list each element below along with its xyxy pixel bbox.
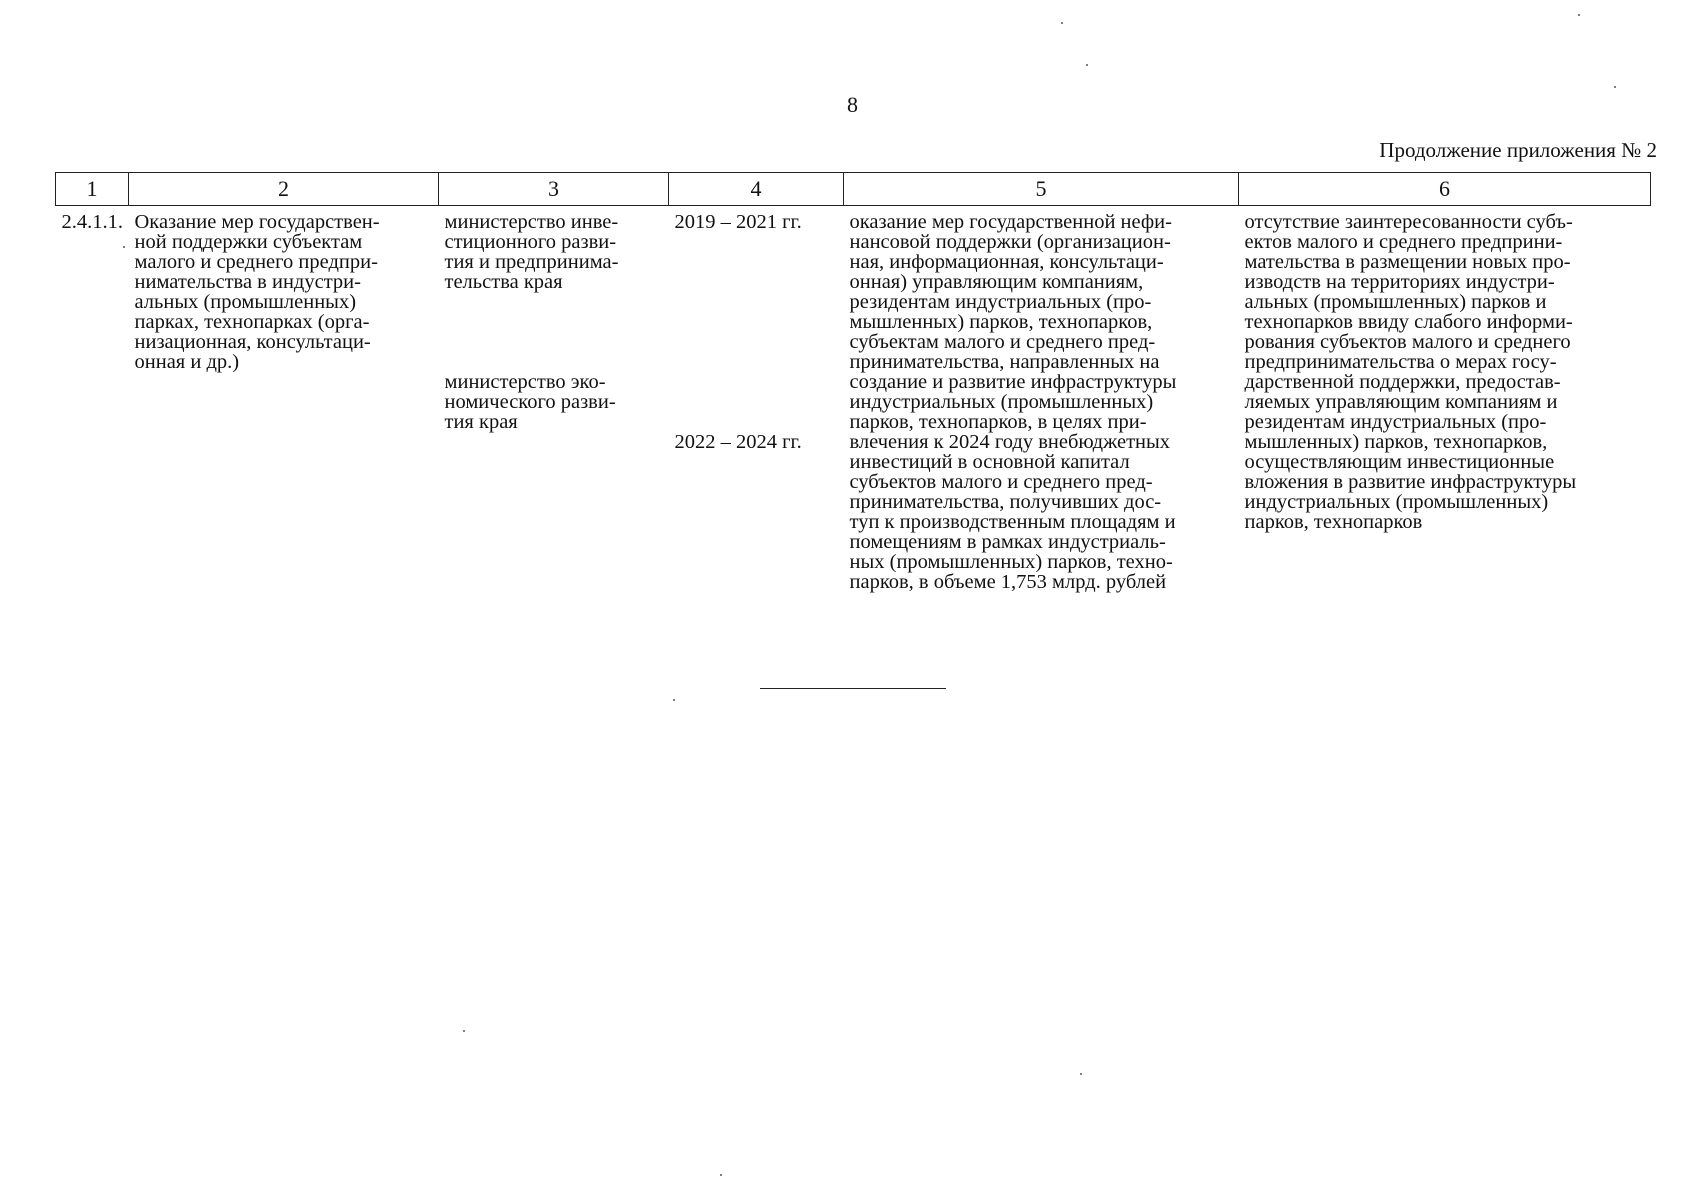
scan-speck: [720, 1174, 722, 1176]
scan-speck: [1578, 14, 1580, 16]
consequences-text: отсутствие заинтересованности субъ- ектов малого и среднего предприни- мательства в размещении новых про- изводств на территориях индустри- альных (промышленных) парков и технопарков ввиду слабого информи- рования субъектов малого и среднего предпринимательства о мерах госу- дарственной поддержки, предостав- ляемых управляющим компаниям и резидентам индустриальных (про- мышленных) парков, технопарков, осуществляющим инвестиционные вложения в развитие инфраструктуры индустриальных (промышленных) парков, технопарков: [1244, 211, 1577, 533]
column-header-4: 4: [669, 173, 844, 206]
period-2: 2022 – 2024 гг.: [674, 431, 802, 453]
scan-speck: [123, 246, 125, 248]
column-header-5: 5: [844, 173, 1239, 206]
scan-speck: [463, 1030, 465, 1032]
scan-speck: [673, 699, 675, 701]
consequences-cell: [1239, 206, 1651, 593]
period-1: 2019 – 2021 гг.: [674, 211, 802, 233]
scan-speck: [1061, 22, 1063, 24]
table-row: [56, 206, 1651, 593]
scan-speck: [1614, 86, 1616, 88]
scan-speck: [1080, 1073, 1082, 1075]
responsible-ministry-1: министерство инве- стиционного разви- тия и предпринима- тельства края: [444, 211, 619, 293]
responsible-ministry-2: министерство эко- номического разви- тия края: [444, 371, 616, 433]
expected-result-text: оказание мер государственной нефи- нансовой поддержки (организацион- ная, информационная, консультаци- онная) управляющим компаниям, резидентам индустриальных (про- мышленных) парков, технопарков, субъектам малого и среднего пред- принимательства, направленных на создание и развитие инфраструктуры индустриальных (промышленных) парков, технопарков, в целях при- влечения к 2024 году внебюджетных инвестиций в основной капитал субъектов малого и среднего пред- принимательства, получивших дос- туп к производственным площадям и помещениям в рамках индустриаль- ных (промышленных) парков, техно- парков, в объеме 1,753 млрд. рублей: [849, 211, 1177, 593]
appendix-table: [55, 172, 1651, 592]
measure-cell: [129, 206, 439, 593]
measure-text: Оказание мер государствен- ной поддержки субъектам малого и среднего предпри- нимательства в индустри- альных (промышленных) парках, технопарках (орга- низационная, консультаци- онная и др.): [134, 211, 380, 373]
end-separator-line: [760, 688, 946, 689]
expected-result-cell: [844, 206, 1239, 593]
scan-speck: [1086, 64, 1088, 66]
period-cell: [669, 206, 844, 593]
page-number: 8: [847, 92, 858, 117]
column-header-2: 2: [129, 173, 439, 206]
continuation-title: Продолжение приложения № 2: [1379, 138, 1657, 162]
header-row: [56, 173, 1651, 206]
column-header-3: 3: [439, 173, 669, 206]
row-number: 2.4.1.1.: [61, 211, 123, 233]
responsible-cell: [439, 206, 669, 593]
column-header-6: 6: [1239, 173, 1651, 206]
column-header-1: 1: [56, 173, 129, 206]
